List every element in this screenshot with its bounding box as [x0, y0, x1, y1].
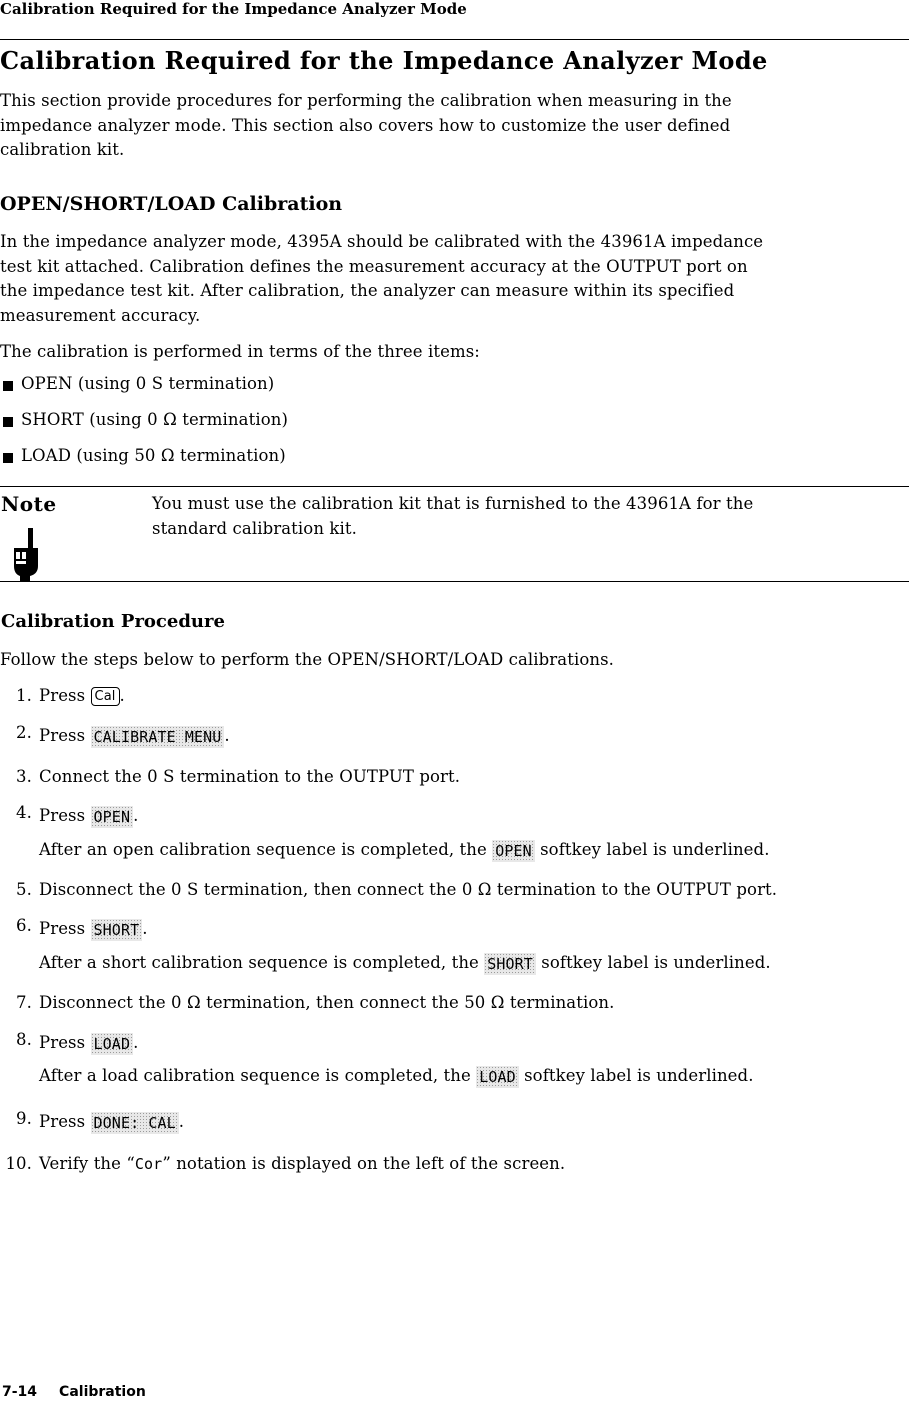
step-text: . [178, 1112, 185, 1131]
step-8 [39, 1031, 909, 1056]
step-text: Press [39, 686, 91, 705]
step-1 [39, 684, 909, 709]
step-text: . [142, 919, 148, 938]
step-text: Verify the “ [39, 1154, 135, 1173]
intro-line: impedance analyzer mode. This section also covers how to customize the user defined [0, 115, 731, 135]
open-softkey[interactable]: OPEN [492, 840, 535, 862]
step-3: Connect the 0 S termination to the OUTPUT port. [39, 767, 461, 786]
step-text: Press [39, 919, 91, 938]
open-softkey[interactable]: OPEN [91, 806, 134, 828]
step-text: . [119, 686, 125, 705]
step-number: 1. [16, 686, 32, 705]
step-5: Disconnect the 0 S termination, then connect the 0 Ω termination to the OUTPUT port. [39, 880, 778, 899]
step-7: Disconnect the 0 Ω termination, then connect the 50 Ω termination. [39, 993, 615, 1012]
calibrate-menu-softkey[interactable]: CALIBRATE MENU [91, 726, 225, 748]
step-10 [39, 1152, 909, 1177]
step-text: . [133, 806, 139, 825]
procedure-intro: Follow the steps below to perform the OPEN/SHORT/LOAD calibrations. [0, 650, 615, 669]
step-number: 7. [16, 993, 32, 1012]
done-cal-softkey[interactable]: DONE: CAL [91, 1112, 179, 1134]
running-header: Calibration Required for the Impedance Analyzer Mode [0, 0, 467, 18]
step-text: . [224, 726, 230, 745]
step-4 [39, 804, 909, 829]
load-softkey[interactable]: LOAD [91, 1033, 134, 1055]
note-line: standard calibration kit. [152, 518, 357, 538]
bullet-icon [3, 381, 13, 391]
step-6-detail [39, 951, 909, 976]
step-text: Press [39, 1033, 91, 1052]
step-text: After a short calibration sequence is completed, the [39, 953, 485, 972]
step-2 [39, 724, 909, 749]
step-9 [39, 1110, 909, 1135]
step-4-detail [39, 838, 909, 863]
step-number: 10. [5, 1154, 32, 1173]
step-number: 3. [16, 767, 32, 786]
short-softkey[interactable]: SHORT [91, 919, 143, 941]
cal-hardkey[interactable]: Cal [91, 687, 120, 706]
osl-line: test kit attached. Calibration defines the measurement accuracy at the OUTPUT port on [0, 256, 748, 276]
load-softkey[interactable]: LOAD [476, 1066, 519, 1088]
page-footer [2, 1384, 168, 1400]
step-number: 9. [16, 1109, 32, 1128]
step-text: Press [39, 726, 91, 745]
bullet-item-load: LOAD (using 50 Ω termination) [21, 446, 286, 465]
step-number: 4. [16, 803, 32, 822]
section-title: Calibration Required for the Impedance Analyzer Mode [0, 46, 768, 75]
intro-paragraph [0, 89, 900, 163]
step-text: softkey label is underlined. [518, 1066, 754, 1085]
note-bottom-rule [0, 581, 909, 582]
intro-line: This section provide procedures for performing the calibration when measuring in the [0, 91, 732, 110]
step-text: Press [39, 1112, 91, 1131]
note-line: You must use the calibration kit that is furnished to the 43961A for the [152, 494, 754, 513]
step-6 [39, 917, 909, 942]
page-number: 7-14 [2, 1384, 38, 1400]
step-text: After a load calibration sequence is completed, the [39, 1066, 477, 1085]
chapter-name: Calibration [59, 1384, 146, 1400]
intro-line: calibration kit. [0, 140, 125, 159]
osl-line: measurement accuracy. [0, 305, 201, 325]
osl-line: the impedance test kit. After calibration, the analyzer can measure within its specified [0, 281, 735, 300]
bullet-icon [3, 453, 13, 463]
step-number: 6. [16, 916, 32, 935]
osl-line: In the impedance analyzer mode, 4395A should be calibrated with the 43961A impedance [0, 232, 764, 251]
step-8-detail [39, 1064, 909, 1089]
step-number: 8. [16, 1030, 32, 1049]
step-text: softkey label is underlined. [534, 840, 770, 859]
step-text: After an open calibration sequence is completed, the [39, 840, 493, 859]
osl-paragraph [0, 230, 900, 328]
step-number: 2. [16, 723, 32, 742]
osl-heading: OPEN/SHORT/LOAD Calibration [0, 193, 343, 215]
header-rule [0, 39, 909, 40]
bullet-item-short: SHORT (using 0 Ω termination) [21, 410, 288, 429]
cor-notation: Cor [134, 1155, 163, 1173]
note-label: Note [1, 492, 57, 516]
note-top-rule [0, 486, 909, 487]
step-text: softkey label is underlined. [535, 953, 771, 972]
procedure-heading: Calibration Procedure [1, 611, 225, 632]
note-text [152, 492, 909, 541]
step-number: 5. [16, 880, 32, 899]
bullet-item-open: OPEN (using 0 S termination) [21, 374, 275, 393]
items-intro: The calibration is performed in terms of the three items: [0, 342, 480, 361]
step-text: . [133, 1033, 139, 1052]
bullet-icon [3, 417, 13, 427]
pointing-hand-icon [8, 528, 44, 582]
step-text: ” notation is displayed on the left of the screen. [162, 1154, 566, 1173]
step-text: Press [39, 806, 91, 825]
short-softkey[interactable]: SHORT [484, 953, 536, 975]
